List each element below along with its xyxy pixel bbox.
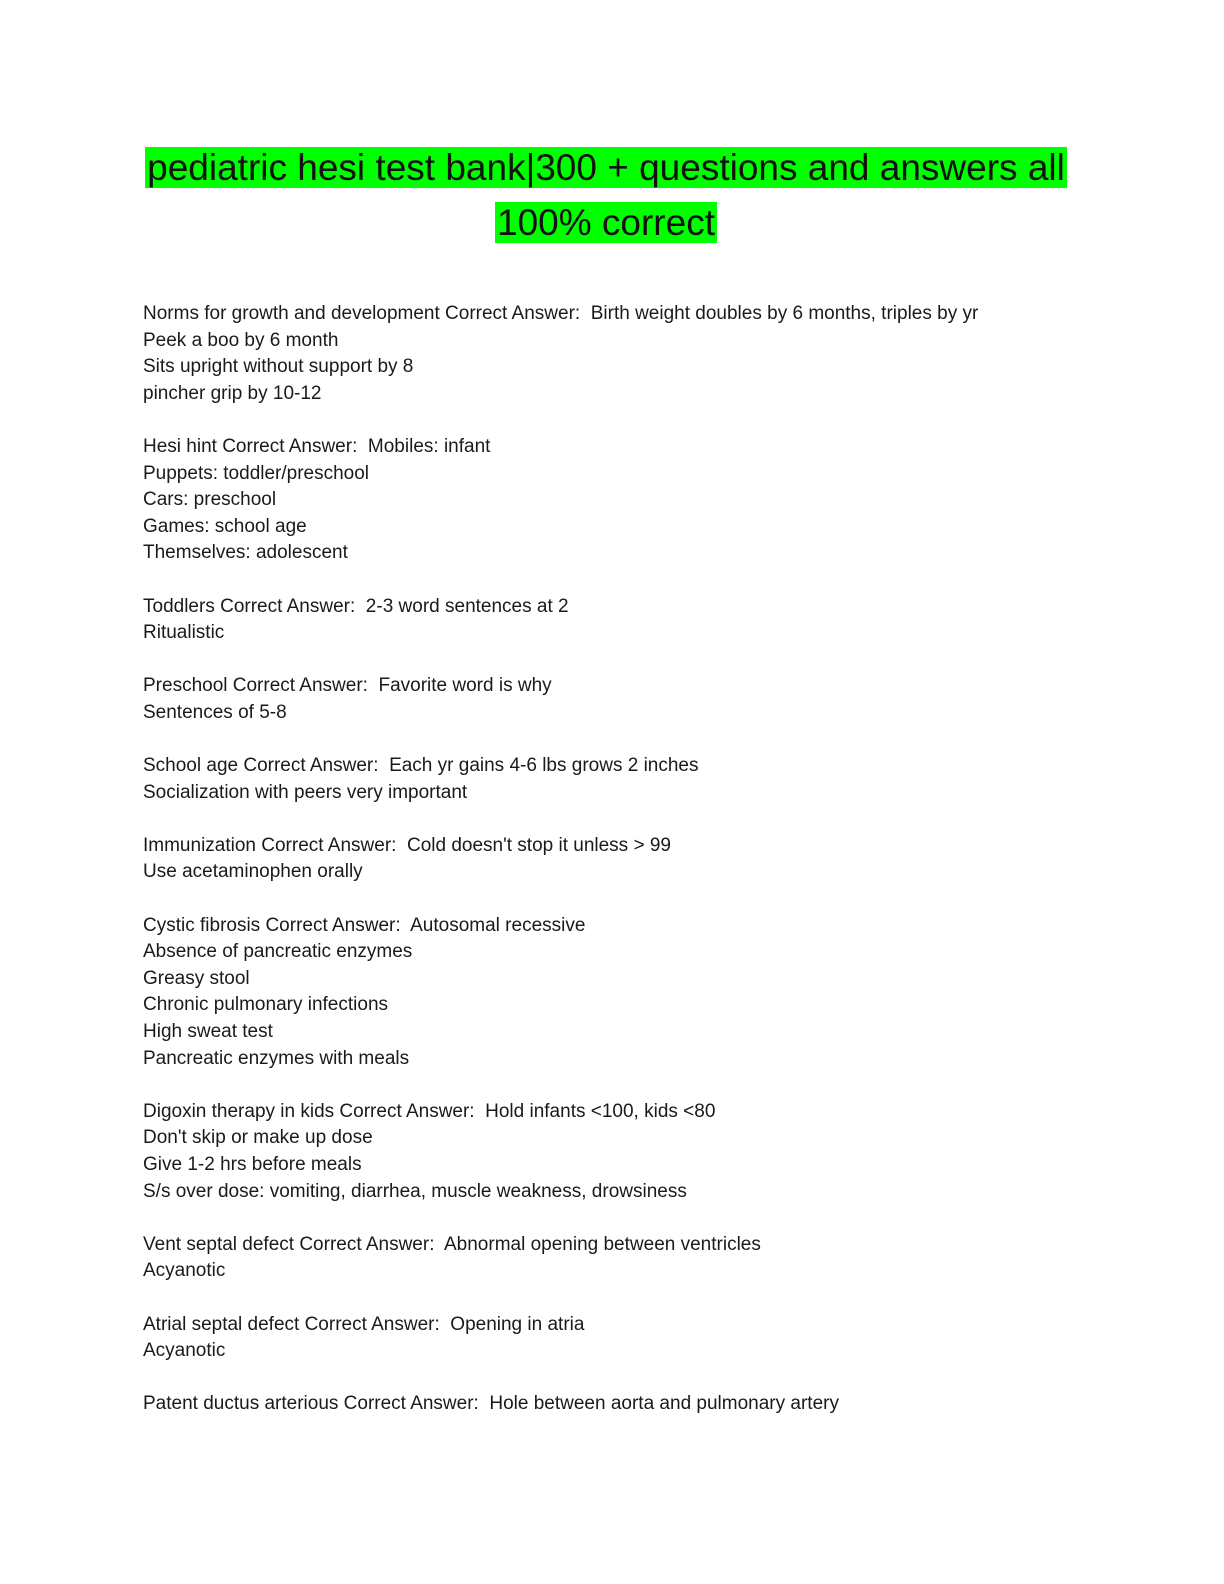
qa-question-line: Vent septal defect Correct Answer: Abnormal opening between ventricles — [143, 1233, 761, 1255]
qa-answer-line: Games: school age — [143, 515, 307, 537]
qa-answer-line: Socialization with peers very important — [143, 781, 468, 803]
qa-question-line: School age Correct Answer: Each yr gains 4-6 lbs grows 2 inches — [143, 755, 699, 777]
qa-question-line: Patent ductus arterious Correct Answer: Hole between aorta and pulmonary artery — [143, 1393, 839, 1415]
qa-entry — [143, 753, 1083, 806]
qa-entry — [143, 673, 1083, 726]
title-line-1: pediatric hesi test bank|300 + questions and answers all — [147, 147, 1065, 188]
qa-answer-line: Greasy stool — [143, 967, 250, 989]
qa-entry — [143, 434, 1083, 567]
qa-answer-line: S/s over dose: vomiting, diarrhea, muscle weakness, drowsiness — [143, 1180, 687, 1202]
qa-question-line: Toddlers Correct Answer: 2-3 word sentences at 2 — [143, 595, 569, 617]
qa-answer-line: Don't skip or make up dose — [143, 1127, 373, 1149]
qa-question-line: Digoxin therapy in kids Correct Answer: Hold infants <100, kids <80 — [143, 1100, 716, 1122]
qa-answer-line: Absence of pancreatic enzymes — [143, 941, 413, 963]
title-line-2: 100% correct — [497, 202, 715, 243]
qa-answer-line: Cars: preschool — [143, 489, 277, 511]
qa-question-line: Atrial septal defect Correct Answer: Opening in atria — [143, 1313, 585, 1335]
qa-answer-line: Chronic pulmonary infections — [143, 994, 389, 1016]
qa-answer-line: Pancreatic enzymes with meals — [143, 1047, 410, 1069]
qa-question-line: Norms for growth and development Correct Answer: Birth weight doubles by 6 months, triples by yr — [143, 303, 979, 324]
qa-answer-line: Sits upright without support by 8 — [143, 356, 414, 378]
qa-entry — [143, 913, 1083, 1073]
qa-answer-line: Themselves: adolescent — [143, 542, 348, 564]
qa-question-line: Immunization Correct Answer: Cold doesn't stop it unless > 99 — [143, 834, 671, 856]
qa-entry — [143, 1099, 1083, 1205]
qa-answer-line: Sentences of 5-8 — [143, 701, 287, 723]
qa-question-line: Preschool Correct Answer: Favorite word is why — [143, 675, 552, 697]
qa-entry — [143, 833, 1083, 886]
qa-question-line: Hesi hint Correct Answer: Mobiles: infant — [143, 435, 491, 457]
qa-answer-line: Give 1-2 hrs before meals — [143, 1154, 362, 1175]
qa-question-line: Cystic fibrosis Correct Answer: Autosomal recessive — [143, 914, 586, 936]
qa-entry — [143, 1312, 1083, 1365]
document-title — [100, 140, 1112, 250]
qa-list — [143, 301, 1083, 1445]
qa-entry — [143, 301, 1083, 407]
qa-answer-line: High sweat test — [143, 1021, 273, 1043]
qa-entry — [143, 1391, 1083, 1418]
qa-entry — [143, 1232, 1083, 1285]
qa-answer-line: pincher grip by 10-12 — [143, 382, 322, 404]
qa-answer-line: Acyanotic — [143, 1260, 226, 1282]
qa-answer-line: Ritualistic — [143, 622, 225, 644]
qa-answer-line: Peek a boo by 6 month — [143, 329, 339, 351]
qa-answer-line: Use acetaminophen orally — [143, 861, 363, 883]
qa-answer-line: Puppets: toddler/preschool — [143, 462, 370, 484]
qa-answer-line: Acyanotic — [143, 1340, 226, 1362]
qa-entry — [143, 594, 1083, 647]
